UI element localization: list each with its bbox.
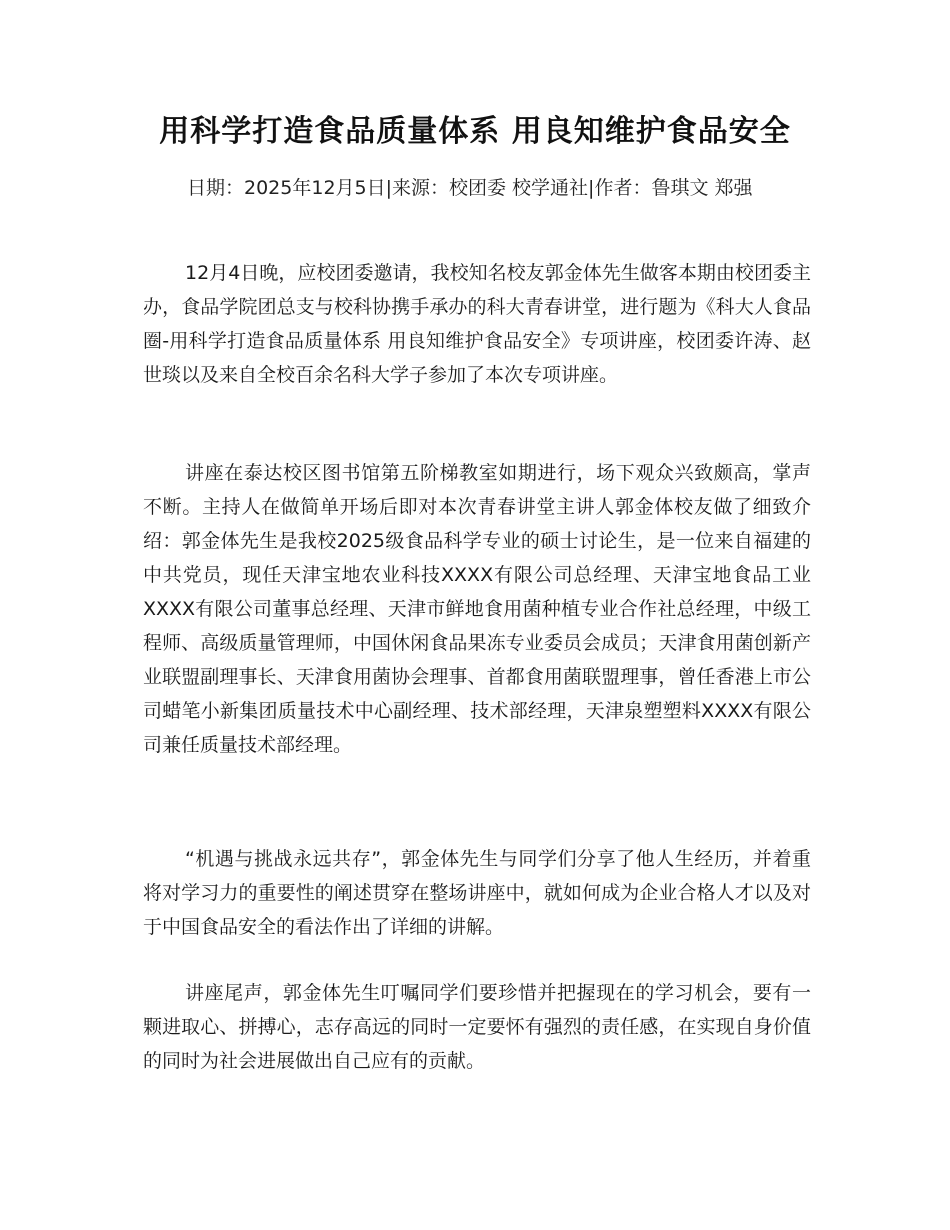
paragraph-4: 讲座尾声，郭金体先生叮嘱同学们要珍惜并把握现在的学习机会，要有一颗进取心、拼搏心，志存高远的同时一定要怀有强烈的责任感，在实现自身价值的同时为社会进展做出自己应有的贡献。 xyxy=(143,982,811,1072)
article-title: 用科学打造食品质量体系 用良知维护食品安全 xyxy=(159,114,791,149)
paragraph-1: 12月4日晚，应校团委邀请，我校知名校友郭金体先生做客本期由校团委主办，食品学院团总支与校科协携手承办的科大青春讲堂，进行题为《科大人食品圈-用科学打造食品质量体系 用良知维护食品安全》专项讲座，校团委许涛、赵世琰以及来自全校百余名科大学子参加了本次专项讲座。 xyxy=(143,262,811,386)
paragraph-2: 讲座在泰达校区图书馆第五阶梯教室如期进行，场下观众兴致颇高，掌声不断。主持人在做简单开场后即对本次青春讲堂主讲人郭金体校友做了细致介绍：郭金体先生是我校2025级食品科学专业的硕士讨论生，是一位来自福建的中共党员，现任天津宝地农业科技XXXX有限公司总经理、天津宝地食品工业XXXX有限公司董事总经理、天津市鲜地食用菌种植专业合作社总经理，中级工程师、高级质量管理师，中国休闲食品果冻专业委员会成员；天津食用菌创新产业联盟副理事长、天津食用菌协会理事、首都食用菌联盟理事，曾任香港上市公司蜡笔小新集团质量技术中心副经理、技术部经理，天津泉塑塑料XXXX有限公司兼任质量技术部经理。 xyxy=(143,462,811,756)
article-meta: 日期：2025年12月5日|来源：校团委 校学通社|作者：鲁琪文 郑强 xyxy=(187,177,753,199)
paragraph-3: “机遇与挑战永远共存”，郭金体先生与同学们分享了他人生经历，并着重将对学习力的重要性的阐述贯穿在整场讲座中，就如何成为企业合格人才以及对于中国食品安全的看法作出了详细的讲解。 xyxy=(143,848,811,938)
